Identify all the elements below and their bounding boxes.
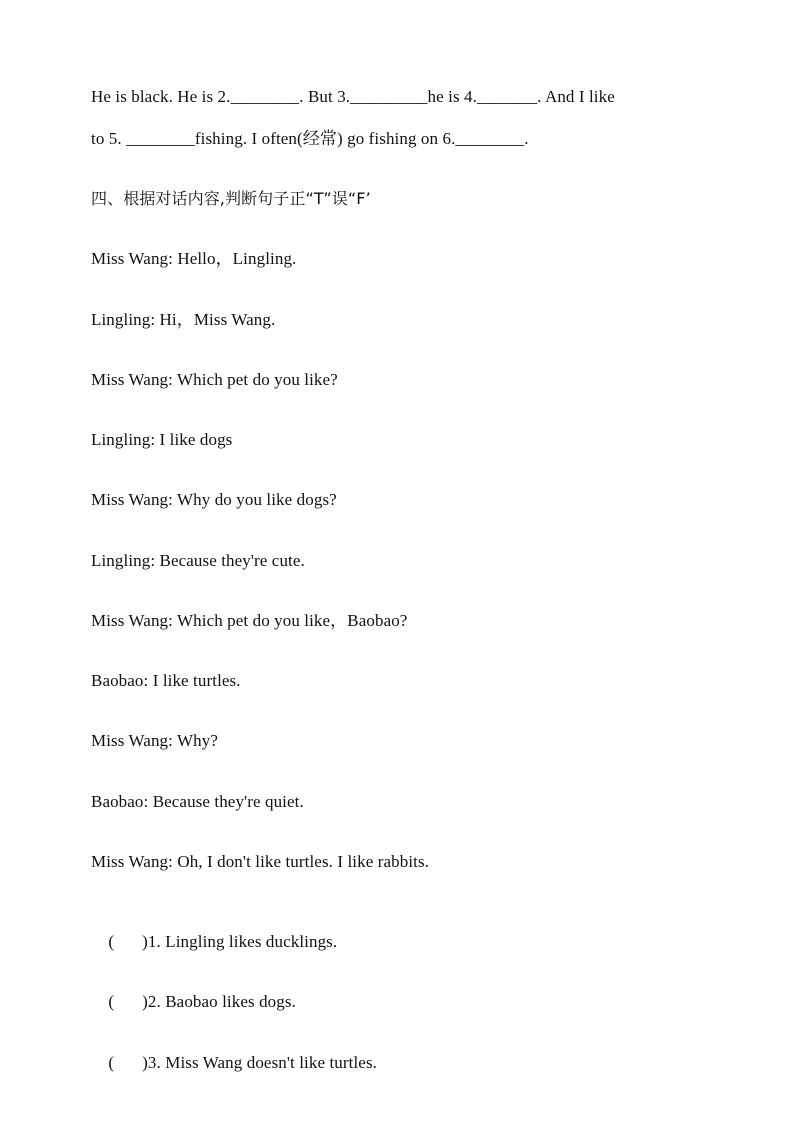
dialogue-line: Miss Wang: Why do you like dogs? bbox=[91, 490, 337, 509]
question-item bbox=[91, 972, 296, 1032]
answer-blank-open: ( bbox=[108, 1053, 115, 1072]
question-item bbox=[91, 912, 337, 972]
question-item bbox=[91, 1033, 377, 1093]
dialogue-line: Miss Wang: Oh, I don't like turtles. I like rabbits. bbox=[91, 852, 430, 871]
dialogue-line: Baobao: Because they're quiet. bbox=[91, 792, 304, 811]
dialogue-line: Lingling: I like dogs bbox=[91, 430, 233, 449]
dialogue-line: Baobao: I like turtles. bbox=[91, 671, 241, 690]
answer-blank-open: ( bbox=[108, 932, 115, 951]
question-text: )2. Baobao likes dogs. bbox=[142, 992, 296, 1011]
question-text: )1. Lingling likes ducklings. bbox=[142, 932, 338, 951]
dialogue-line: Lingling: Hi，Miss Wang. bbox=[91, 310, 276, 329]
passage-line-1: He is black. He is 2.________. But 3._________he is 4._______. And I like bbox=[91, 87, 615, 106]
answer-blank-open: ( bbox=[108, 992, 115, 1011]
section-4-title: 四、根据对话内容,判断句子正“T”误“F’ bbox=[91, 189, 371, 208]
passage-line-2: to 5. ________fishing. I often(经常) go fishing on 6.________. bbox=[91, 129, 529, 148]
dialogue-line: Miss Wang: Which pet do you like? bbox=[91, 370, 338, 389]
dialogue-line: Lingling: Because they're cute. bbox=[91, 551, 305, 570]
question-text: )3. Miss Wang doesn't like turtles. bbox=[142, 1053, 378, 1072]
dialogue-line: Miss Wang: Hello，Lingling. bbox=[91, 249, 297, 268]
dialogue-line: Miss Wang: Which pet do you like，Baobao? bbox=[91, 611, 408, 630]
dialogue-line: Miss Wang: Why? bbox=[91, 731, 218, 750]
